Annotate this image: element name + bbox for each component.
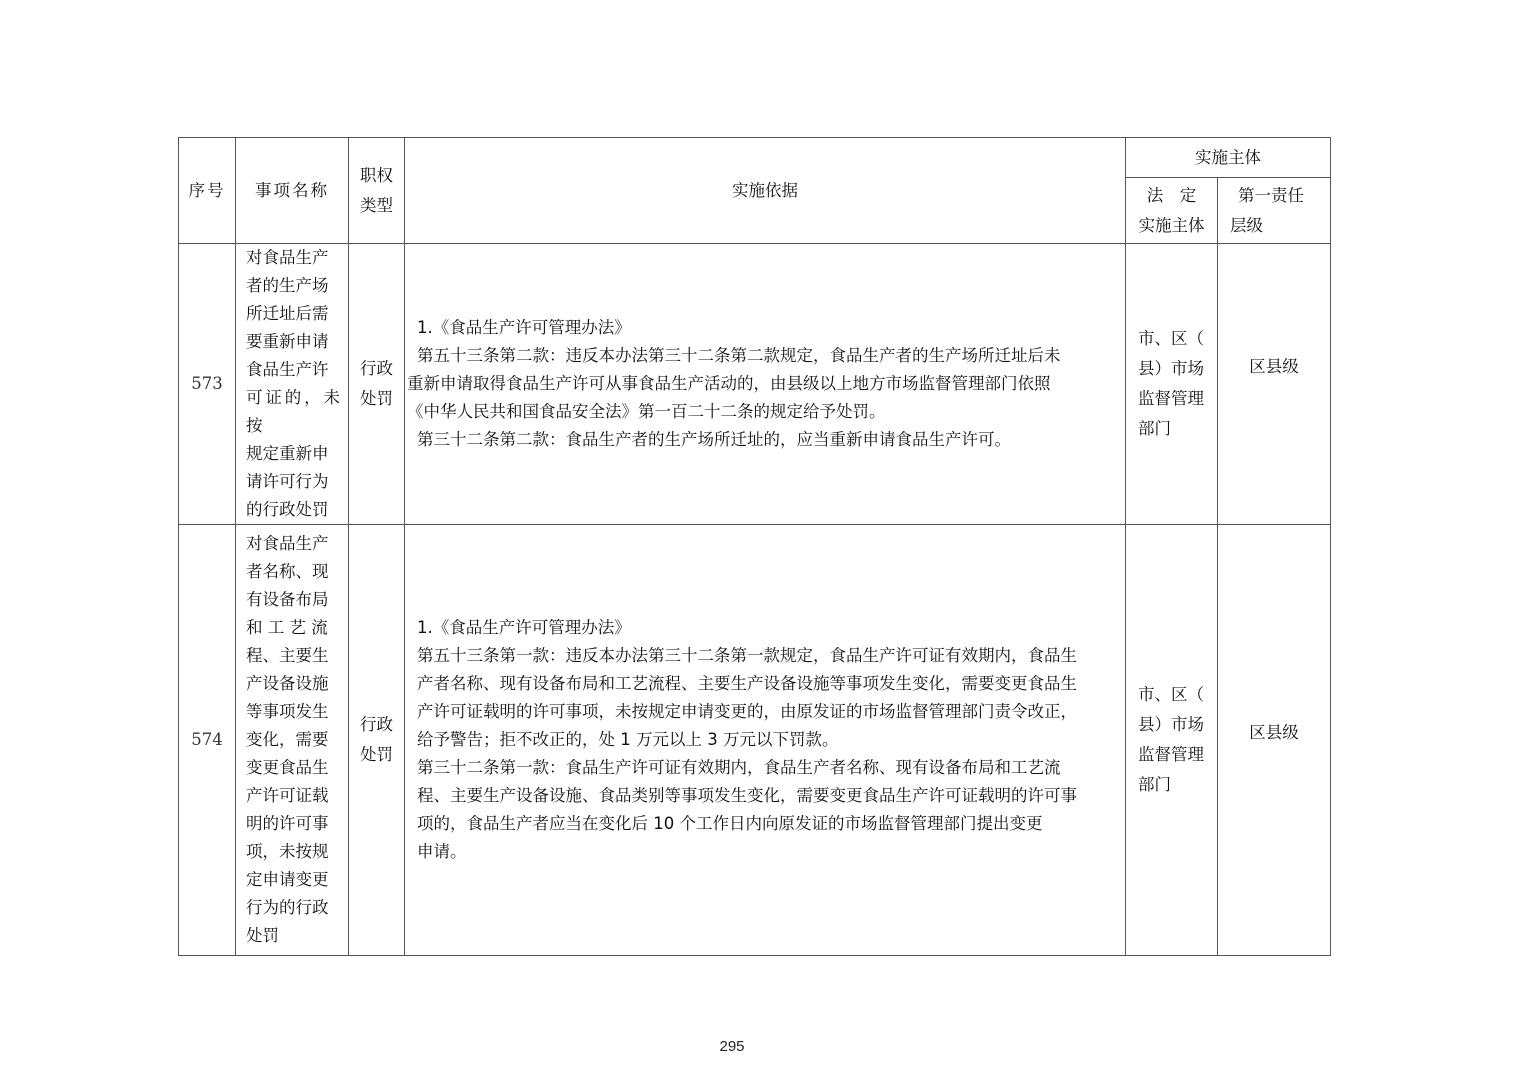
type-line: 行政	[360, 359, 393, 378]
row-legal-subject	[1126, 525, 1218, 956]
row-type	[349, 244, 405, 525]
legal-subject-line: 部门	[1138, 419, 1171, 438]
name-line: 要重新申请	[246, 332, 329, 351]
name-line: 的行政处罚	[246, 500, 329, 519]
header-type-line2: 类型	[360, 195, 393, 215]
legal-subject-line: 县）市场	[1138, 715, 1204, 734]
table-header	[179, 138, 1331, 244]
matters-table	[178, 137, 1331, 956]
basis-line: 《中华人民共和国食品安全法》第一百二十二条的规定给予处罚。	[407, 402, 886, 421]
name-line: 规定重新申	[246, 444, 329, 463]
row-legal-subject	[1126, 244, 1218, 525]
header-seq: 序号	[179, 138, 236, 244]
header-legal-subject	[1126, 178, 1218, 244]
type-line: 处罚	[360, 389, 393, 408]
page-number: 295	[719, 1038, 745, 1055]
legal-subject-line: 监督管理	[1138, 389, 1204, 408]
name-line: 等事项发生	[246, 702, 329, 721]
row-type	[349, 525, 405, 956]
legal-subject-line: 县）市场	[1138, 359, 1204, 378]
basis-line: 第三十二条第一款：食品生产许可证有效期内，食品生产者名称、现有设备布局和工艺流	[417, 758, 1061, 777]
basis-line: 产者名称、现有设备布局和工艺流程、主要生产设备设施等事项发生变化，需要变更食品生	[417, 674, 1077, 693]
name-line: 变更食品生	[246, 758, 329, 777]
basis-line: 第三十二条第二款：食品生产者的生产场所迁址的，应当重新申请食品生产许可。	[417, 430, 1011, 449]
header-level-line2: 层级	[1230, 215, 1263, 235]
name-line: 明的许可事	[246, 814, 329, 833]
name-line: 变化，需要	[246, 730, 329, 749]
name-line: 所迁址后需	[246, 304, 329, 323]
name-line: 产设备设施	[246, 674, 329, 693]
header-legal-line2: 实施主体	[1138, 215, 1205, 235]
header-subject-group: 实施主体	[1126, 138, 1331, 178]
name-line: 者名称、现	[246, 562, 329, 581]
type-line: 行政	[360, 715, 393, 734]
row-seq: 573	[179, 244, 236, 525]
header-basis: 实施依据	[405, 138, 1126, 244]
name-line: 请许可行为	[246, 472, 329, 491]
name-line: 对食品生产	[246, 534, 329, 553]
row-level: 区县级	[1218, 244, 1331, 525]
name-line: 食品生产许	[246, 360, 329, 379]
header-legal-line1: 法 定	[1146, 185, 1197, 205]
basis-line: 给予警告；拒不改正的，处 1 万元以上 3 万元以下罚款。	[417, 730, 839, 749]
basis-line: 第五十三条第一款：违反本办法第三十二条第一款规定，食品生产许可证有效期内，食品生	[417, 646, 1077, 665]
row-level: 区县级	[1218, 525, 1331, 956]
legal-subject-line: 市、区（	[1138, 329, 1204, 348]
basis-line: 申请。	[417, 842, 467, 861]
name-line: 对食品生产	[246, 248, 329, 267]
row-name	[236, 244, 349, 525]
name-line: 和 工 艺 流	[246, 618, 328, 637]
basis-line: 1.《食品生产许可管理办法》	[417, 618, 631, 637]
basis-line: 1.《食品生产许可管理办法》	[417, 318, 631, 337]
table-body	[179, 244, 1331, 956]
name-line: 产许可证载	[246, 786, 329, 805]
row-name	[236, 525, 349, 956]
name-line: 行为的行政	[246, 898, 329, 917]
table-row	[179, 525, 1331, 956]
name-line: 程、主要生	[246, 646, 329, 665]
header-type	[349, 138, 405, 244]
type-line: 处罚	[360, 745, 393, 764]
basis-line: 项的，食品生产者应当在变化后 10 个工作日内向原发证的市场监督管理部门提出变更	[417, 814, 1043, 833]
row-seq: 574	[179, 525, 236, 956]
basis-line: 第五十三条第二款：违反本办法第三十二条第二款规定，食品生产者的生产场所迁址后未	[417, 346, 1061, 365]
legal-subject-line: 市、区（	[1138, 685, 1204, 704]
name-line: 处罚	[246, 926, 279, 945]
header-type-line1: 职权	[360, 165, 393, 185]
header-name: 事项名称	[236, 138, 349, 244]
basis-line: 程、主要生产设备设施、食品类别等事项发生变化，需要变更食品生产许可证载明的许可事	[417, 786, 1077, 805]
header-level-line1: 第一责任	[1238, 185, 1304, 205]
name-line: 定申请变更	[246, 870, 329, 889]
legal-subject-line: 监督管理	[1138, 745, 1204, 764]
legal-subject-line: 部门	[1138, 775, 1171, 794]
basis-line: 产许可证载明的许可事项，未按规定申请变更的，由原发证的市场监督管理部门责令改正，	[417, 702, 1077, 721]
name-line: 有设备布局	[246, 590, 329, 609]
name-line: 者的生产场	[246, 276, 329, 295]
row-basis	[405, 525, 1126, 956]
table-row	[179, 244, 1331, 525]
header-level	[1218, 178, 1331, 244]
name-line: 可证的，未按	[246, 388, 340, 435]
name-line: 项，未按规	[246, 842, 329, 861]
basis-line: 重新申请取得食品生产许可从事食品生产活动的，由县级以上地方市场监督管理部门依照	[407, 374, 1051, 393]
row-basis	[405, 244, 1126, 525]
